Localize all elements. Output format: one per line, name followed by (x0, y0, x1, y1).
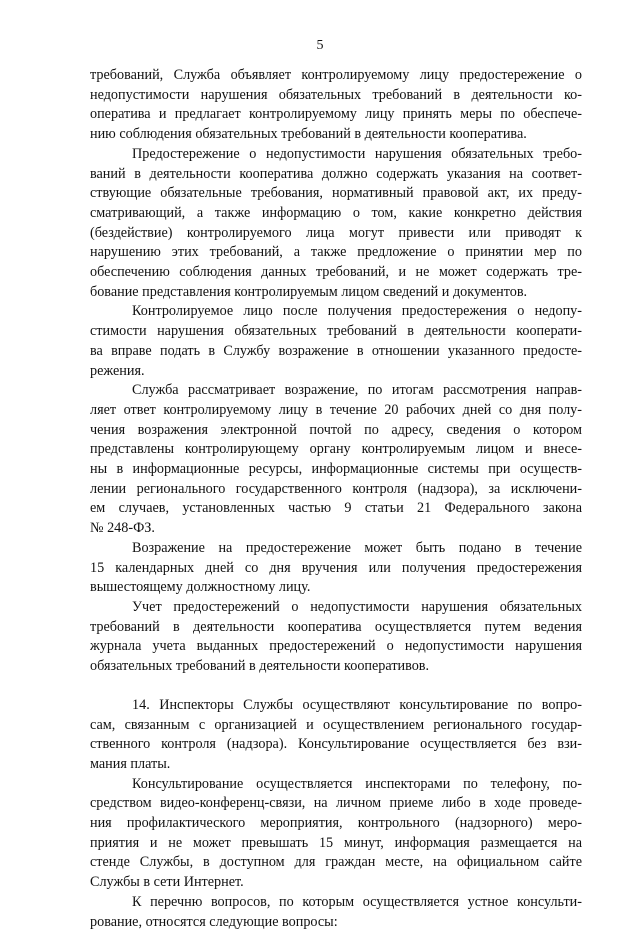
text-line: сам, связанным с организацией и осуществлением регионального государ- (90, 716, 582, 733)
text-line: Учет предостережений о недопустимости нарушения обязательных (132, 598, 582, 615)
paragraph (90, 302, 582, 381)
text-line: стимости нарушения обязательных требований в деятельности кооперати- (90, 323, 582, 340)
text-line: ны в информационные ресурсы, информационные системы при осуществ- (90, 461, 582, 478)
text-line: чения возражения электронной почтой по адресу, сведения о котором (90, 421, 582, 438)
text-line: недопустимости нарушения обязательных требований в деятельности ко- (90, 86, 582, 103)
text-line: журнала учета выданных предостережений о недопустимости нарушения (90, 638, 582, 655)
paragraph (90, 775, 582, 893)
text-line: ва вправе подать в Службу возражение в отношении указанного предосте- (90, 342, 582, 359)
text-line: нарушению этих требований, а также предложение о принятии мер по (90, 244, 582, 261)
text-line: № 248-ФЗ. (90, 520, 155, 537)
text-line: режения. (90, 362, 145, 379)
text-line: 14. Инспекторы Службы осуществляют консультирование по вопро- (132, 696, 582, 713)
paragraph (90, 696, 582, 775)
text-line: Возражение на предостережение может быть подано в течение (132, 539, 582, 556)
text-line: Службы в сети Интернет. (90, 874, 244, 891)
text-line: ствующие обязательные требования, нормативный правовой акт, их преду- (90, 185, 582, 202)
text-line: обеспечению соблюдения данных требований, и не может содержать тре- (90, 264, 582, 281)
text-line: требований, Служба объявляет контролируемому лицу предостережение о (90, 67, 582, 83)
text-line: рование, относятся следующие вопросы: (90, 913, 338, 930)
text-line: Служба рассматривает возражение, по итогам рассмотрения направ- (132, 382, 582, 399)
text-line: ваний в деятельности кооператива должно содержать указания на соответ- (90, 165, 582, 182)
text-line: Контролируемое лицо после получения предостережения о недопу- (132, 303, 582, 320)
paragraph (90, 539, 582, 598)
paragraph (90, 145, 582, 303)
text-line: бование представления контролируемым лицом сведений и документов. (90, 283, 528, 300)
text-line: средством видео-конференц-связи, на личном приеме либо в ходе проведе- (90, 795, 582, 812)
paragraph (90, 381, 582, 539)
paragraph (90, 66, 582, 145)
text-line: приятия и не может превышать 15 минут, информация размещается на (90, 834, 582, 851)
text-line: К перечню вопросов, по которым осуществляется устное консульти- (132, 893, 582, 910)
text-line: вышестоящему должностному лицу. (90, 579, 311, 596)
text-line: сматривающий, а также информацию о том, какие конкретно действия (90, 204, 582, 221)
text-line: нию соблюдения обязательных требований в деятельности кооператива. (90, 126, 527, 143)
text-line: 15 календарных дней со дня вручения или получения предостережения (90, 559, 582, 576)
text-line: (бездействие) контролируемого лица могут привести или приводят к (90, 224, 582, 241)
text-line: обязательных требований в деятельности кооперативов. (90, 658, 430, 675)
text-line: Предостережение о недопустимости нарушения обязательных требо- (132, 145, 582, 162)
text-line: ния профилактического мероприятия, контрольного (надзорного) меро- (90, 815, 582, 832)
paragraph (90, 893, 582, 932)
text-line: ем случаев, установленных частью 9 статьи 21 Федерального закона (90, 500, 582, 517)
text-line: представлены контролирующему органу контролируемым лицом и внесе- (90, 441, 582, 458)
text-line: лении регионального государственного контроля (надзора), за исключени- (90, 480, 582, 497)
text-line: ляет ответ контролируемому лицу в течение 20 рабочих дней со дня полу- (90, 401, 582, 418)
text-line: ственного контроля (надзора). Консультирование осуществляется без взи- (90, 736, 582, 753)
text-line: стенде Службы, в доступном для граждан месте, на официальном сайте (90, 854, 582, 871)
text-line: требований в деятельности кооператива осуществляется путем ведения (90, 618, 582, 635)
text-line: Консультирование осуществляется инспекторами по телефону, по- (132, 775, 582, 792)
text-line: мания платы. (90, 755, 171, 772)
paragraph-gap (90, 677, 582, 696)
page-number: 5 (316, 38, 324, 53)
document-body (90, 66, 582, 932)
paragraph (90, 598, 582, 677)
text-line: оператива и предлагает контролируемому лицу принять меры по обеспече- (90, 106, 582, 123)
